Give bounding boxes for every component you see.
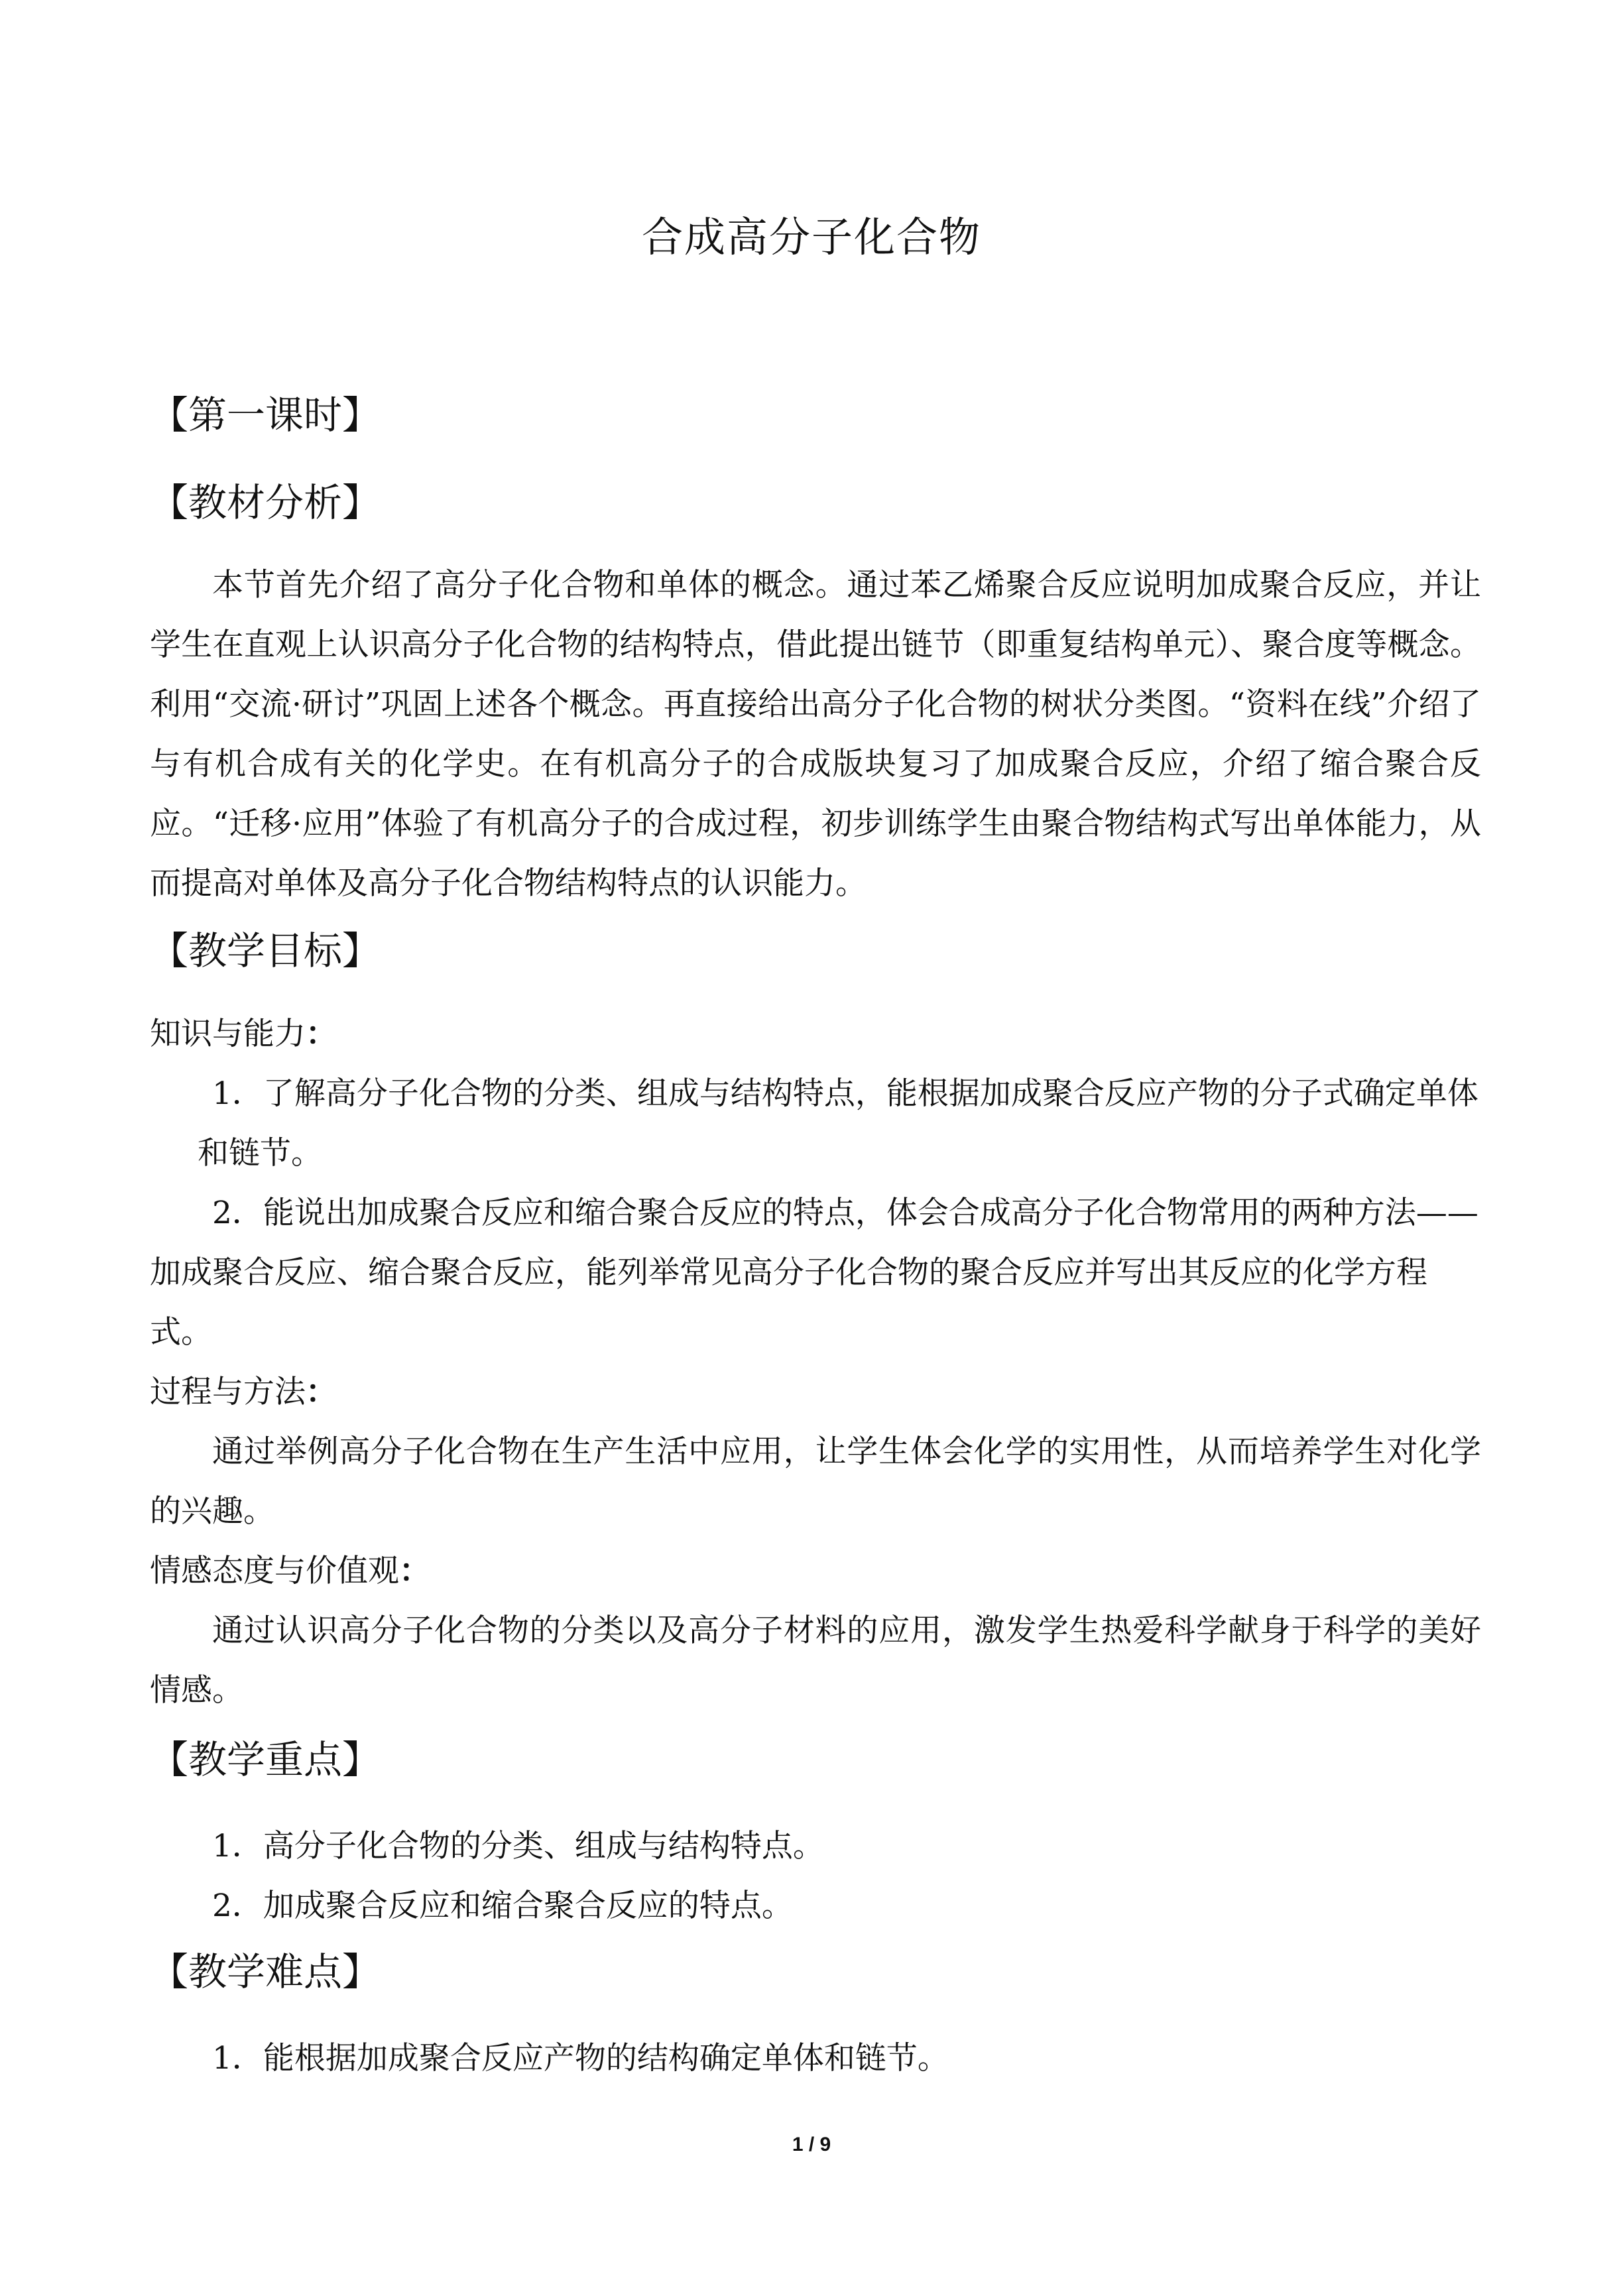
document-title: 合成高分子化合物 [641, 213, 981, 261]
lesson-heading: 【第一课时】 [150, 393, 381, 438]
difficulty-item-1: 1．能根据加成聚合反应产物的结构确定单体和链节。 [212, 2040, 949, 2077]
attitude-text: 通过认识高分子化合物的分类以及高分子材料的应用，激发学生热爱科学献身于科学的美好情感。 [150, 1612, 1481, 1709]
key-points-heading: 【教学重点】 [150, 1737, 381, 1782]
knowledge-item-1: 1．了解高分子化合物的分类、组成与结构特点，能根据加成聚合反应产物的分子式确定单体和链节。 [198, 1075, 1478, 1172]
process-label: 过程与方法： [150, 1374, 337, 1410]
knowledge-item-2: 2．能说出加成聚合反应和缩合聚合反应的特点，体会合成高分子化合物常用的两种方法——加成聚合反应、缩合聚合反应，能列举常见高分子化合物的聚合反应并写出其反应的化学方程式。 [150, 1195, 1478, 1351]
key-point-item-2: 2．加成聚合反应和缩合聚合反应的特点。 [212, 1888, 793, 1924]
key-point-item-1: 1．高分子化合物的分类、组成与结构特点。 [212, 1828, 824, 1864]
page-number: 1 / 9 [792, 2134, 831, 2155]
difficulties-heading: 【教学难点】 [150, 1949, 381, 1994]
analysis-heading: 【教材分析】 [150, 480, 381, 525]
objectives-heading: 【教学目标】 [150, 928, 381, 973]
attitude-label: 情感态度与价值观： [150, 1553, 430, 1589]
process-text: 通过举例高分子化合物在生产生活中应用，让学生体会化学的实用性，从而培养学生对化学的兴趣。 [150, 1433, 1481, 1530]
analysis-paragraph: 本节首先介绍了高分子化合物和单体的概念。通过苯乙烯聚合反应说明加成聚合反应，并让学生在直观上认识高分子化合物的结构特点，借此提出链节（即重复结构单元）、聚合度等概念。利用“交流·研讨”巩固上述各个概念。再直接给出高分子化合物的树状分类图。“资料在线”介绍了与有机合成有关的化学史。在有机高分子的合成版块复习了加成聚合反应，介绍了缩合聚合反应。“迁移·应用”体验了有机高分子的合成过程，初步训练学生由聚合物结构式写出单体能力，从而提高对单体及高分子化合物结构特点的认识能力。 [150, 567, 1481, 902]
knowledge-label: 知识与能力： [150, 1016, 337, 1052]
